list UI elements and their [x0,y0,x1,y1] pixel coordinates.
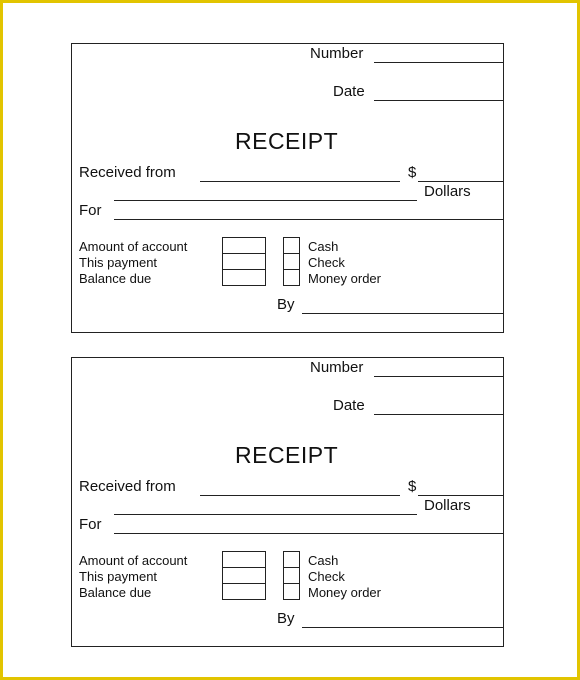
date-field[interactable] [374,414,503,415]
amount-of-account-box[interactable] [222,551,266,568]
receipt-title: RECEIPT [235,442,339,468]
amount-of-account-label: Amount of account [79,239,188,254]
cash-checkbox[interactable] [283,237,300,254]
amount-field[interactable] [418,181,504,182]
money-order-checkbox[interactable] [283,269,300,286]
cash-label: Cash [308,239,339,254]
check-checkbox[interactable] [283,567,300,584]
receipt-form-1 [71,43,504,333]
date-field[interactable] [374,100,503,101]
for-label: For [79,516,102,533]
money-order-label: Money order [308,271,381,286]
money-order-label: Money order [308,585,381,600]
this-payment-label: This payment [79,255,158,270]
received-from-label: Received from [79,478,176,495]
dollar-sign: $ [408,164,417,181]
number-label: Number [310,359,364,376]
received-from-field[interactable] [200,495,400,496]
amount-of-account-label: Amount of account [79,553,188,568]
amount-field[interactable] [418,495,504,496]
number-field[interactable] [374,62,503,63]
dollars-label: Dollars [424,183,471,200]
amount-of-account-box[interactable] [222,237,266,254]
balance-due-box[interactable] [222,583,266,600]
by-label: By [277,296,295,313]
for-field[interactable] [114,219,504,220]
dollars-written-field[interactable] [114,514,417,515]
signature-field[interactable] [302,627,503,628]
by-label: By [277,610,295,627]
check-label: Check [308,255,345,270]
signature-field[interactable] [302,313,503,314]
date-label: Date [333,397,365,414]
received-from-field[interactable] [200,181,400,182]
balance-due-label: Balance due [79,271,152,286]
number-field[interactable] [374,376,503,377]
balance-due-box[interactable] [222,269,266,286]
number-label: Number [310,45,364,62]
receipt-form-2 [71,357,504,647]
received-from-label: Received from [79,164,176,181]
for-label: For [79,202,102,219]
cash-checkbox[interactable] [283,551,300,568]
check-label: Check [308,569,345,584]
check-checkbox[interactable] [283,253,300,270]
money-order-checkbox[interactable] [283,583,300,600]
dollars-label: Dollars [424,497,471,514]
for-field[interactable] [114,533,504,534]
date-label: Date [333,83,365,100]
cash-label: Cash [308,553,339,568]
dollars-written-field[interactable] [114,200,417,201]
this-payment-box[interactable] [222,567,266,584]
balance-due-label: Balance due [79,585,152,600]
receipt-title: RECEIPT [235,128,339,154]
this-payment-label: This payment [79,569,158,584]
dollar-sign: $ [408,478,417,495]
this-payment-box[interactable] [222,253,266,270]
